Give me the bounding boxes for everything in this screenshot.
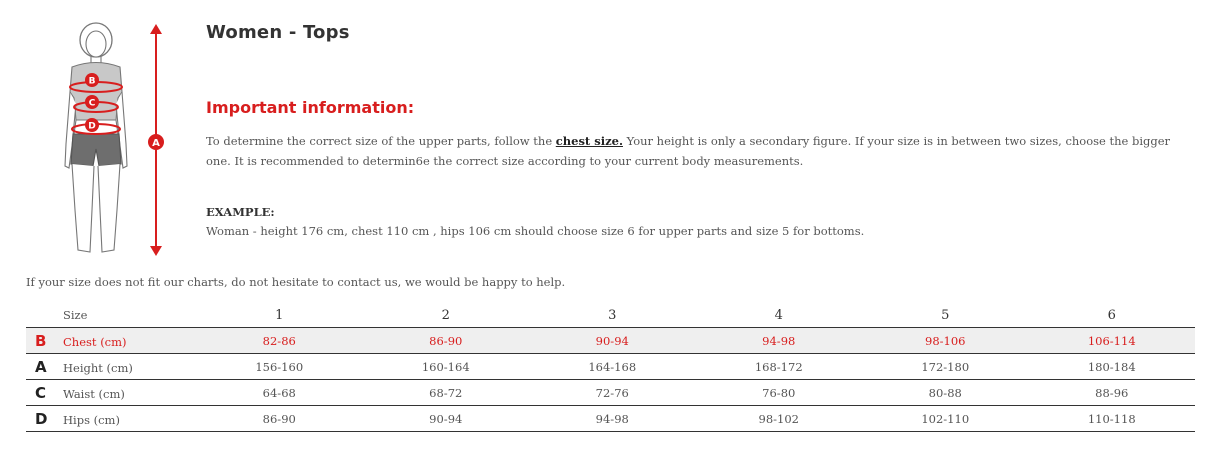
info-text-before: To determine the correct size of the upper parts, follow the: [206, 134, 556, 148]
table-cell: 94-98: [529, 406, 696, 432]
table-cell: 156-160: [196, 354, 363, 380]
row-letter: A: [35, 357, 47, 376]
table-cell: 168-172: [696, 354, 863, 380]
row-label-text: Hips (cm): [63, 412, 120, 427]
table-row-waist: [26, 380, 1195, 406]
size-table: [26, 303, 1195, 432]
contact-note: If your size does not fit our charts, do not hesitate to contact us, we would be happy to help.: [26, 275, 566, 289]
example-label: EXAMPLE:: [206, 205, 275, 219]
table-row-chest: [26, 328, 1195, 354]
chest-size-link[interactable]: chest size.: [555, 134, 623, 148]
table-cell: 64-68: [196, 380, 363, 406]
table-cell: 86-90: [196, 406, 363, 432]
table-cell: 180-184: [1029, 354, 1196, 380]
table-cell: 90-94: [363, 406, 530, 432]
table-row-hips: [26, 406, 1195, 432]
table-cell: 76-80: [696, 380, 863, 406]
table-cell: 160-164: [363, 354, 530, 380]
size-col-2: 2: [363, 303, 530, 328]
row-label-hips: [26, 406, 196, 432]
important-heading: Important information:: [206, 98, 415, 117]
table-cell: 172-180: [862, 354, 1029, 380]
info-text-after: Your height is only a secondary figure. If your size is in between two sizes, choose the bigger one. It is recommended to determin6e the correct size according to your current body measurements.: [206, 134, 1171, 168]
table-cell: 106-114: [1029, 328, 1196, 354]
size-col-4: 4: [696, 303, 863, 328]
row-letter: B: [35, 331, 47, 350]
table-cell: 98-102: [696, 406, 863, 432]
marker-a: A: [152, 138, 160, 149]
row-label-height: [26, 354, 196, 380]
marker-c: C: [88, 98, 96, 109]
table-cell: 98-106: [862, 328, 1029, 354]
size-col-3: 3: [529, 303, 696, 328]
marker-d: D: [88, 121, 96, 132]
size-header-row: [26, 303, 1195, 328]
row-letter: C: [35, 383, 47, 402]
table-cell: 110-118: [1029, 406, 1196, 432]
table-cell: 68-72: [363, 380, 530, 406]
info-paragraph: [206, 131, 1196, 171]
table-cell: 94-98: [696, 328, 863, 354]
size-col-6: 6: [1029, 303, 1196, 328]
table-cell: 164-168: [529, 354, 696, 380]
table-cell: 88-96: [1029, 380, 1196, 406]
table-cell: 72-76: [529, 380, 696, 406]
table-cell: 90-94: [529, 328, 696, 354]
table-cell: 82-86: [196, 328, 363, 354]
row-label-text: Chest (cm): [63, 334, 127, 349]
row-label-waist: [26, 380, 196, 406]
table-cell: 102-110: [862, 406, 1029, 432]
row-label-text: Waist (cm): [63, 386, 125, 401]
table-row-height: [26, 354, 1195, 380]
table-cell: 86-90: [363, 328, 530, 354]
example-text: Woman - height 176 cm, chest 110 cm , hips 106 cm should choose size 6 for upper parts and size 5 for bottoms.: [206, 224, 865, 238]
size-col-5: 5: [862, 303, 1029, 328]
size-col-1: 1: [196, 303, 363, 328]
page-title: Women - Tops: [206, 22, 350, 43]
marker-b: B: [88, 76, 96, 87]
row-label-text: Height (cm): [63, 360, 133, 375]
table-cell: 80-88: [862, 380, 1029, 406]
size-header-label: Size: [26, 303, 196, 328]
female-body-icon: [50, 14, 180, 264]
row-label-chest: [26, 328, 196, 354]
row-letter: D: [35, 409, 48, 428]
body-measurement-figure: [50, 14, 180, 264]
